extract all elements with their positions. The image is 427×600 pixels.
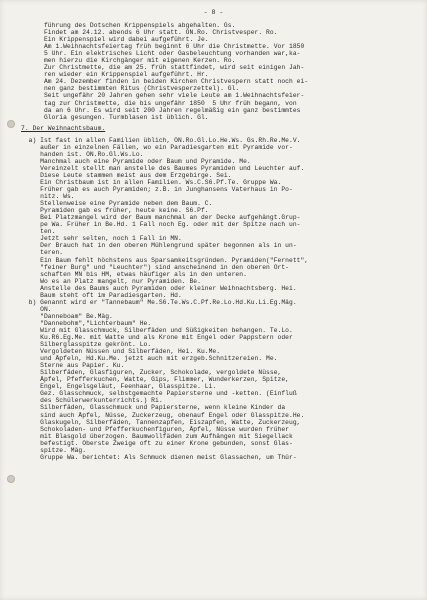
text-line: Schokoladen- und Pfefferkuchenfiguren, Äpfel, Nüsse wurden früher [21, 425, 290, 433]
text-line: Ein Krippenspiel wird dabei aufgeführt. Je. [21, 36, 209, 44]
text-line: ON. [21, 305, 52, 313]
text-line: nen ganz bestimmten Ritus (Christvesperzettel). Gl. [21, 85, 240, 93]
section-heading: 7. Der Weihnachtsbaum. [21, 125, 106, 133]
text-line: Vereinzelt stellt man anstelle des Baumes Pyramiden und Leuchter auf. [21, 164, 305, 172]
text-line: pe Wa. Früher in Be.Hd. 1 Fall noch Eg. oder mit der Spitze nach un- [21, 221, 301, 229]
text-line: Sterne aus Papier. Ku. [21, 362, 125, 370]
text-line: Zur Christmette, die am 25. früh stattfindet, wird seit einigen Jah- [21, 64, 305, 72]
text-line: men hierzu die Kirchgänger mit eigenen Kerzen. Ro. [21, 57, 236, 65]
text-line: und Äpfeln, Hd.Ku.Me. jetzt auch mit erzgeb.Schnitzereien. Me. [21, 355, 278, 363]
text-line: Silberglasspitze gekrönt. Lo. [21, 341, 152, 349]
text-line: befestigt. Oberste Zweige oft zu einer Krone gebunden, sonst Glas- [21, 439, 293, 447]
text-line: "feiner Burg" und "Leuchter") sind anscheinend in den oberen Ort- [21, 263, 290, 271]
text-line: Gez. Glasschmuck, selbstgemachte Papiersterne und -ketten. (Einfluß [21, 390, 297, 398]
text-line: "Danneboam" Be.Mäg. [21, 312, 113, 320]
text-line: Äpfel, Pfefferkuchen, Watte, Gips, Flimmer, Wunderkerzen, Spitze, [21, 376, 290, 384]
text-line: b) Genannt wird er "Tannebaum" Me.S6.Te.Ws.C.Pf.Re.Lo.Hd.Ku.Li.Eg.Mäg. [21, 298, 297, 306]
text-line: Ein Baum fehlt höchstens aus Sparsamkeitsgründen. Pyramiden("Fernett", [21, 256, 309, 264]
text-line: ten. [21, 228, 56, 236]
text-line: Manchmal auch eine Pyramide oder Baum und Pyramide. Me. [21, 157, 251, 165]
text-line: tag zur Christmette, die bis ungefähr 1850 5 Uhr früh begann, von [21, 99, 297, 107]
text-line: Anstelle des Baums auch Pyramiden oder kleiner Weihnachtsberg. Hei. [21, 284, 297, 292]
text-line: außer in einzelnen Fällen, wo ein Paradiesgarten mit Pyramide vor- [21, 143, 293, 151]
punch-hole [7, 120, 15, 128]
text-line: des Schülerwerkunterrichts.) Ri. [21, 397, 163, 405]
text-line: schaften MN bis HM, etwas häufiger als in den unteren. [21, 270, 247, 278]
text-line: führung des Dotschen Krippenspiels abgehalten. Gs. [21, 22, 236, 29]
text-line: Ein Christbaum ist in allen Familien. Ws.C.S6.Pf.Te. Gruppe Wa. [21, 178, 282, 186]
text-line: Findet am 24.12. abends 6 Uhr statt. ON.Ro. Christvesper. Ro. [21, 29, 278, 37]
text-line: 5 Uhr. Ein elektrisches Licht oder Gasbeleuchtung vorhanden war,ka- [21, 50, 301, 58]
text-line: Diese Leute stammen meist aus dem Erzgebirge. Sei. [21, 171, 232, 179]
text-line: teren. [21, 249, 64, 257]
typewritten-text [21, 22, 416, 461]
page-number: - 8 - [203, 9, 224, 16]
text-line: Seit ungefähr 20 Jahren gehen sehr viele Leute am 1.Weihnachtsfeier- [21, 92, 305, 100]
punch-hole [7, 475, 15, 483]
text-line: Silberfäden, Glasfiguren, Zucker, Schokolade, vergoldete Nüsse, [21, 369, 282, 377]
text-line: "Dannebohm","Lichterbaum" He. [21, 319, 152, 327]
text-line: Am 1.Weihnachtsfeiertag früh beginnt 6 Uhr die Christmette. Vor 1850 [21, 43, 305, 51]
text-line: Am 24. Dezember finden in beiden Kirchen Christvespern statt noch ei- [21, 78, 309, 86]
intro-paragraph-block [21, 22, 416, 121]
text-line: Der Brauch hat in den oberen Mühlengrund später begonnen als in un- [21, 242, 297, 250]
text-line: Wo es an Platz mangelt, nur Pyramiden. Be. [21, 277, 201, 285]
text-line: Glaskugeln, Silberfäden, Tannenzapfen, Eiszapfen, Watte, Zuckerzeug, [21, 418, 301, 426]
text-line: handen ist. ON.Ro.Gl.Ws.Lo. [21, 150, 144, 158]
text-line: Früher gab es auch Pyramiden; z.B. in Junghansens Vaterhaus in Po- [21, 186, 293, 194]
text-line: da an 6 Uhr. Es wird seit 200 Jahren regelmäßig ein ganz bestimmtes [21, 106, 301, 114]
text-line: Vergoldeten Nüssen und Silberfäden, Hei. Ku.Me. [21, 348, 221, 356]
text-line: mit Blasgold überzogen. Baumwollfäden zum Aufhängen mit Siegellack [21, 432, 293, 440]
text-line: Gruppe Wa. berichtet: Als Schmuck dienen meist Glassachen, um Thür- [21, 453, 297, 461]
text-line: Bei Platzmangel wird der Baum manchmal an der Decke aufgehängt.Grup- [21, 214, 301, 222]
text-line: Gloria gesungen. Turmblasen ist üblich. Gl. [21, 113, 209, 121]
text-line: Wird mit Glasschmuck, Silberfäden und Süßigkeiten behangen. Te.Lo. [21, 326, 293, 334]
paragraph-b-block [21, 299, 416, 461]
text-line: Engel, Engelsgeläut, Feenhaar, Glasspitze. Li. [21, 383, 217, 391]
text-line: spitze. Mäg. [21, 446, 87, 454]
paragraph-a-block [21, 137, 416, 299]
text-line: a) Ist fast in allen Familien üblich, ON.Ro.Gl.Lo.He.Ws. Gs.Rh.Re.Me.V. [21, 136, 301, 144]
text-line: Silberfäden, Glasschmuck und Papiersterne, wenn kleine Kinder da [21, 404, 286, 412]
text-line: nitz. Ws. [21, 193, 75, 201]
text-line: Ku.R6.Eg.Me. mit Watte und als Krone mit Engel oder Pappstern oder [21, 334, 293, 342]
text-line: sind auch Äpfel, Nüsse, Zuckerzeug, obenauf Engel oder Glasspitze.He. [21, 411, 305, 419]
text-line: Baum steht oft im Paradiesgarten. Hd. [21, 291, 182, 299]
text-line: Jetzt sehr selten, noch 1 Fall in MN. [21, 235, 182, 243]
text-line: ren wieder ein Krippenspiel aufgeführt. Hr. [21, 71, 209, 79]
text-line: Pyramiden gab es früher, heute keine. S6.Pf. [21, 207, 209, 215]
text-line: Stellenweise eine Pyramide neben dem Baum. C. [21, 200, 213, 208]
